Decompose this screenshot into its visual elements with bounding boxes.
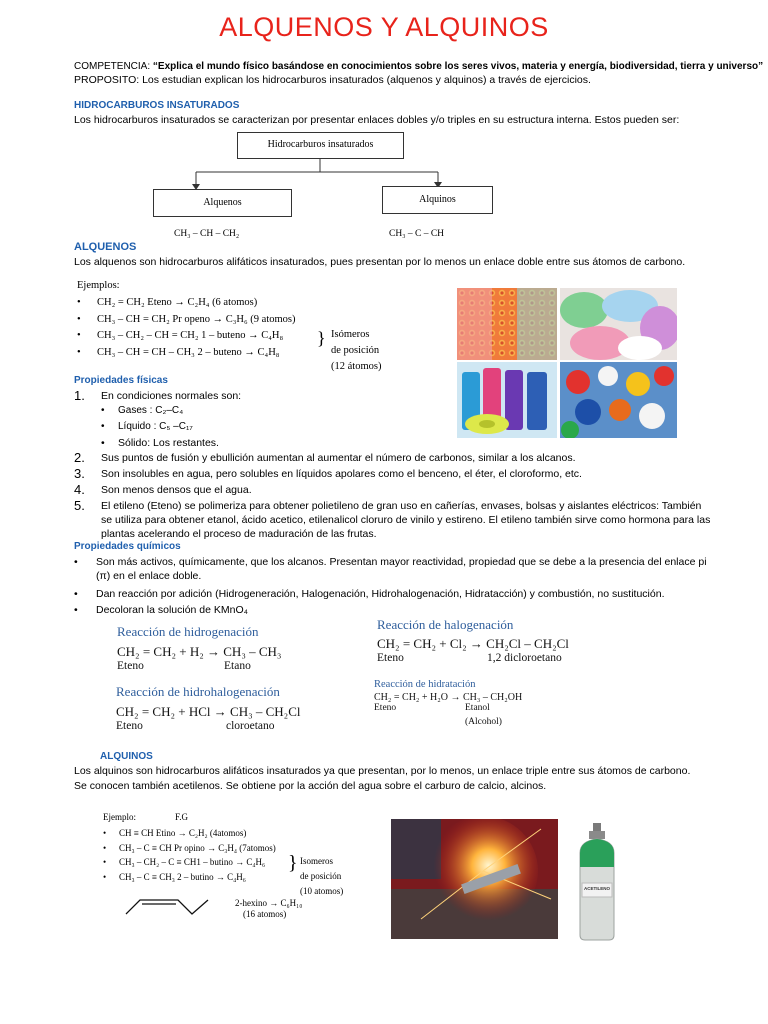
bullet: • (77, 346, 81, 358)
alquinos-heading: ALQUINOS (100, 751, 153, 762)
reaction-product-note: (Alcohol) (465, 717, 502, 727)
alquenos-examples-list (77, 295, 317, 361)
list-item: • Decoloran la solución de KMnO₄ (74, 604, 248, 616)
list-item: • Son más activos, químicamente, que los alcanos. Presentan mayor reactividad, propiedad que se debe a la presencia del enlace pi (π) en el enlace doble. (74, 556, 707, 582)
bullet: • (101, 405, 105, 416)
bullet: • (103, 871, 107, 882)
quimicas-list (74, 555, 714, 617)
insaturados-text: Los hidrocarburos insaturados se caracterizan por presentar enlaces dobles y/o triples en su estructura interna. Estos pueden ser: (74, 114, 680, 126)
diagram-root-box: Hidrocarburos insaturados (237, 132, 404, 159)
bullet: • (74, 556, 78, 568)
alquenos-examples-title: Ejemplos: (77, 280, 120, 291)
list-item: 4. Son menos densos que el agua. (74, 482, 252, 497)
list-item: • CH₃ – CH = CH – CH₃ 2 – buteno → C₄H₈ (77, 345, 317, 362)
alquinos-isomers-label-2: de posición (300, 871, 342, 881)
reaction-product: 1,2 dicloroetano (487, 652, 562, 664)
diagram-alquenos-box: Alquenos (153, 189, 292, 217)
hexino-atoms: (16 atomos) (243, 909, 287, 919)
isomers-brace: } (317, 328, 326, 348)
list-item: • Dan reacción por adición (Hidrogeneración, Halogenación, Hidrohalogenación, Hidratacción) y combustión, no sustitución. (74, 588, 665, 600)
list-item: • Líquido : C₅ –C₁₇ (101, 421, 193, 432)
list-item: • CH₃ – CH = CH₂ Pr openo → C₃H₆ (9 atomos) (77, 312, 317, 329)
alquinos-isomers-brace: } (288, 852, 298, 874)
alquinos-text-2: Se conocen también acetilenos. Se obtiene por la acción del agua sobre el carburo de calcio, alcinos. (74, 780, 547, 792)
bullet: • (77, 313, 81, 325)
fisicas-list (74, 389, 714, 541)
reaction-hidrohalogenacion (116, 684, 300, 734)
item-number: 5. (74, 498, 85, 513)
reaction-reactant: Eteno (117, 660, 144, 672)
list-item: • CH ≡ CH Etino → C₂H₂ (4atomos) (103, 826, 303, 841)
reaction-title: Reacción de halogenación (377, 617, 514, 632)
bullet: • (103, 842, 107, 853)
competencia (74, 60, 764, 74)
insaturados-heading: HIDROCARBUROS INSATURADOS (74, 100, 240, 111)
isomers-label-2: de posición (331, 345, 380, 356)
cylinder-label: ACETILENO (583, 886, 610, 891)
reaction-product: Etanol (465, 703, 490, 713)
reaction-reactant: Eteno (116, 720, 143, 732)
reaction-equation: CH₂ = CH₂ + H₂ → CH₃ – CH₃ (117, 644, 282, 659)
list-item: 3. Son insolubles en agua, pero solubles en líquidos apolares como el benceno, el éter, el cloroformo, etc. (74, 466, 582, 481)
list-item: 5. El etileno (Eteno) se polimeriza para obtener polietileno de gran uso en cañerías, envases, bolsas y aislantes eléctricos: También se utiliza para obtener etanol, ácido acetico, etilenalicol cloruro de vinilo y estireno. El etileno también sirve como hormona para las plantas acelerando el proceso de maduración de las frutas. (74, 498, 711, 540)
list-item: • Sólido: Los restantes. (101, 437, 219, 449)
list-item: 2. Sus puntos de fusión y ebullición aumentan al aumentar el número de carbonos, similar a los alcanos. (74, 450, 576, 465)
fisicas-heading: Propiedades físicas (74, 375, 168, 386)
item-number: 3. (74, 466, 85, 481)
competencia-text: “Explica el mundo físico basándose en conocimientos sobre los seres vivos, materia y energía, biodiversidad, tierra y universo” (152, 61, 764, 72)
bullet: • (77, 330, 81, 341)
reaction-equation: CH₂ = CH₂ + Cl₂ → CH₂Cl – CH₂Cl (377, 636, 569, 651)
reaction-equation: CH₂ = CH₂ + HCl → CH₃ – CH₂Cl (116, 704, 301, 719)
item-number: 2. (74, 450, 85, 465)
alquenos-text: Los alquenos son hidrocarburos alifáticos insaturados, pues presentan por lo menos un enlace doble entre sus átomos de carbono. (74, 256, 686, 268)
isomers-label: Isómeros (331, 329, 370, 340)
item-number: 1. (74, 388, 85, 403)
alquinos-isomers-label-3: (10 atomos) (300, 886, 344, 896)
proposito: PROPOSITO: Los estudian explican los hidrocarburos insaturados (alquenos y alquinos) a través de ejercicios. (74, 74, 591, 86)
list-item: • Gases : C₂–C₄ (101, 405, 184, 416)
reaction-title: Reacción de hidrohalogenación (116, 684, 280, 699)
alquenos-heading: ALQUENOS (74, 241, 137, 253)
colored-straws-photo (457, 288, 557, 360)
reaction-hidrogenacion (117, 624, 281, 674)
reaction-equation: CH₂ = CH₂ + H₂O → CH₃ – CH₂OH (374, 692, 523, 703)
reaction-product: Etano (224, 660, 251, 672)
list-item: • CH₃ – C ≡ CH Pr opino → C₃H₄ (7atomos) (103, 841, 303, 856)
reaction-reactant: Eteno (377, 652, 404, 664)
reaction-product: cloroetano (226, 720, 275, 732)
diagram-alquinos-formula: CH₃ – C – CH (389, 229, 445, 239)
quimicas-heading: Propiedades químicos (74, 541, 181, 552)
alquinos-examples-title: Ejemplo: (103, 812, 136, 822)
list-item: • CH₃ – CH₂ – CH = CH₂ 1 – buteno → C₄H₈ (77, 328, 317, 345)
list-item: • CH₃ – C ≡ CH₃ 2 – butino → C₄H₆ (103, 870, 303, 885)
list-item: • CH₃ – CH₂ – C ≡ CH1 – butino → C₄H₆ (103, 855, 303, 870)
page-title: ALQUENOS Y ALQUINOS (219, 12, 549, 42)
alquinos-text-1: Los alquinos son hidrocarburos alifáticos insaturados ya que presentan, por lo menos, un enlace triple entre sus átomos de carbono. (74, 765, 691, 777)
reaction-halogenacion (377, 617, 569, 666)
bullet: • (101, 437, 105, 449)
reaction-reactant: Eteno (374, 703, 397, 713)
reaction-title: Reacción de hidratación (374, 679, 476, 690)
item-number: 4. (74, 482, 85, 497)
bullet: • (74, 588, 78, 600)
list-item: • CH₂ = CH₂ Eteno → C₂H₄ (6 atomos) (77, 295, 317, 312)
alquinos-isomers-label: Isomeros (300, 856, 333, 866)
acetylene-cylinder-image (576, 823, 618, 941)
alquinos-fg: F.G (175, 812, 189, 822)
reaction-hidratacion (374, 679, 522, 727)
diagram-alquinos-box: Alquinos (382, 186, 493, 214)
bullet: • (77, 297, 81, 308)
hexyne-skeletal-structure (122, 892, 212, 918)
diagram-alquenos-formula: CH₃ – CH – CH₂ (174, 229, 240, 239)
hexino-formula: 2-hexino → C₆H₁₀ (235, 898, 303, 908)
bullet: • (74, 604, 78, 616)
plastic-pellets-photo (560, 288, 677, 360)
list-item: 1. En condiciones normales son: (74, 388, 242, 403)
competencia-label: COMPETENCIA: (74, 61, 151, 72)
welding-photo (391, 819, 558, 939)
alquinos-examples-list (103, 826, 303, 884)
bullet: • (103, 857, 107, 867)
bullet: • (103, 828, 107, 838)
isomers-label-3: (12 átomos) (331, 361, 382, 372)
reaction-title: Reacción de hidrogenación (117, 624, 259, 639)
bullet: • (101, 421, 105, 432)
